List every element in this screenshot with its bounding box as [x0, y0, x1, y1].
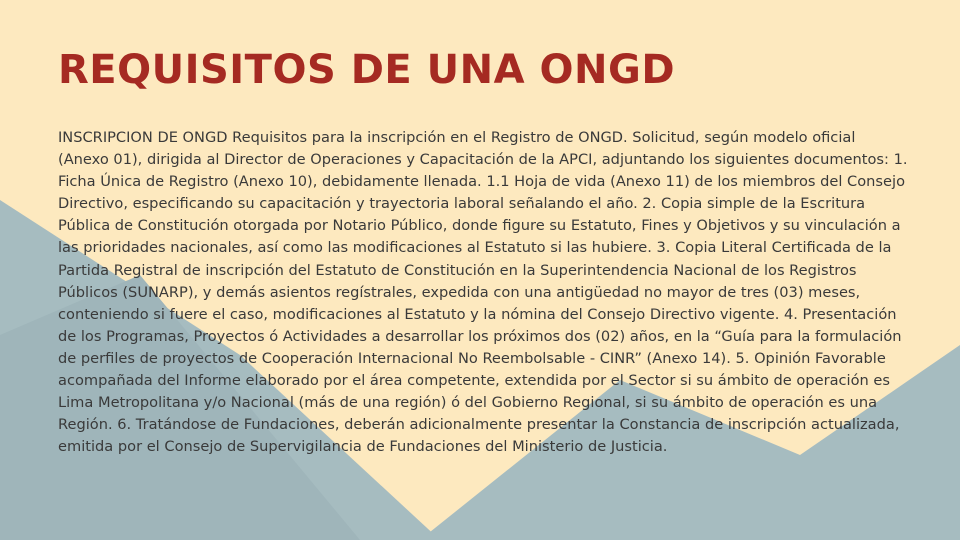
slide-title: REQUISITOS DE UNA ONGD	[58, 47, 676, 93]
slide-body-text	[58, 127, 908, 458]
body-main-text: Requisitos para la inscripción en el Registro de ONGD. Solicitud, según modelo oficial (Anexo 01), dirigida al Director de Operaciones y Capacitación de la APCI, adjuntando los siguientes documentos: 1. Ficha Única de Registro (Anexo 10), debidamente llenada. 1.1 Hoja de vida (Anexo 11) de los miembros del Consejo Directivo, especificando su capacitación y trayectoria laboral señalando el año. 2. Copia simple de la Escritura Pública de Constitución otorgada por Notario Público, donde figure su Estatuto, Fines y Objetivos y su vinculación a las prioridades nacionales, así como las modificaciones al Estatuto si las hubiere. 3. Copia Literal Certificada de la Partida Registral de inscripción del Estatuto de Constitución en la Superintendencia Nacional de los Registros Públicos (SUNARP), y demás asientos regístrales, expedida con una antigüedad no mayor de tres (03) meses, conteniendo si fuere el caso, modificaciones al Estatuto y la nómina del Consejo Directivo vigente. 4. Presentación de los Programas, Proyectos ó Actividades a desarrollar los próximos dos (02) años, en la “Guía para la formulación de perfiles de proyectos de Cooperación Internacional No Reembolsable - CINR” (Anexo 14). 5. Opinión Favorable acompañada del Informe elaborado por el área competente, extendida por el Sector si su ámbito de operación es Lima Metropolitana y/o Nacional (más de una región) ó del Gobierno Regional, si su ámbito de operación es una Región. 6. Tratándose de Fundaciones, deberán adicionalmente presentar la Constancia de inscripción actualizada, emitida por el Consejo de Supervigilancia de Fundaciones del Ministerio de Justicia.	[58, 129, 908, 456]
body-lead-text: INSCRIPCION DE ONGD	[58, 129, 228, 146]
